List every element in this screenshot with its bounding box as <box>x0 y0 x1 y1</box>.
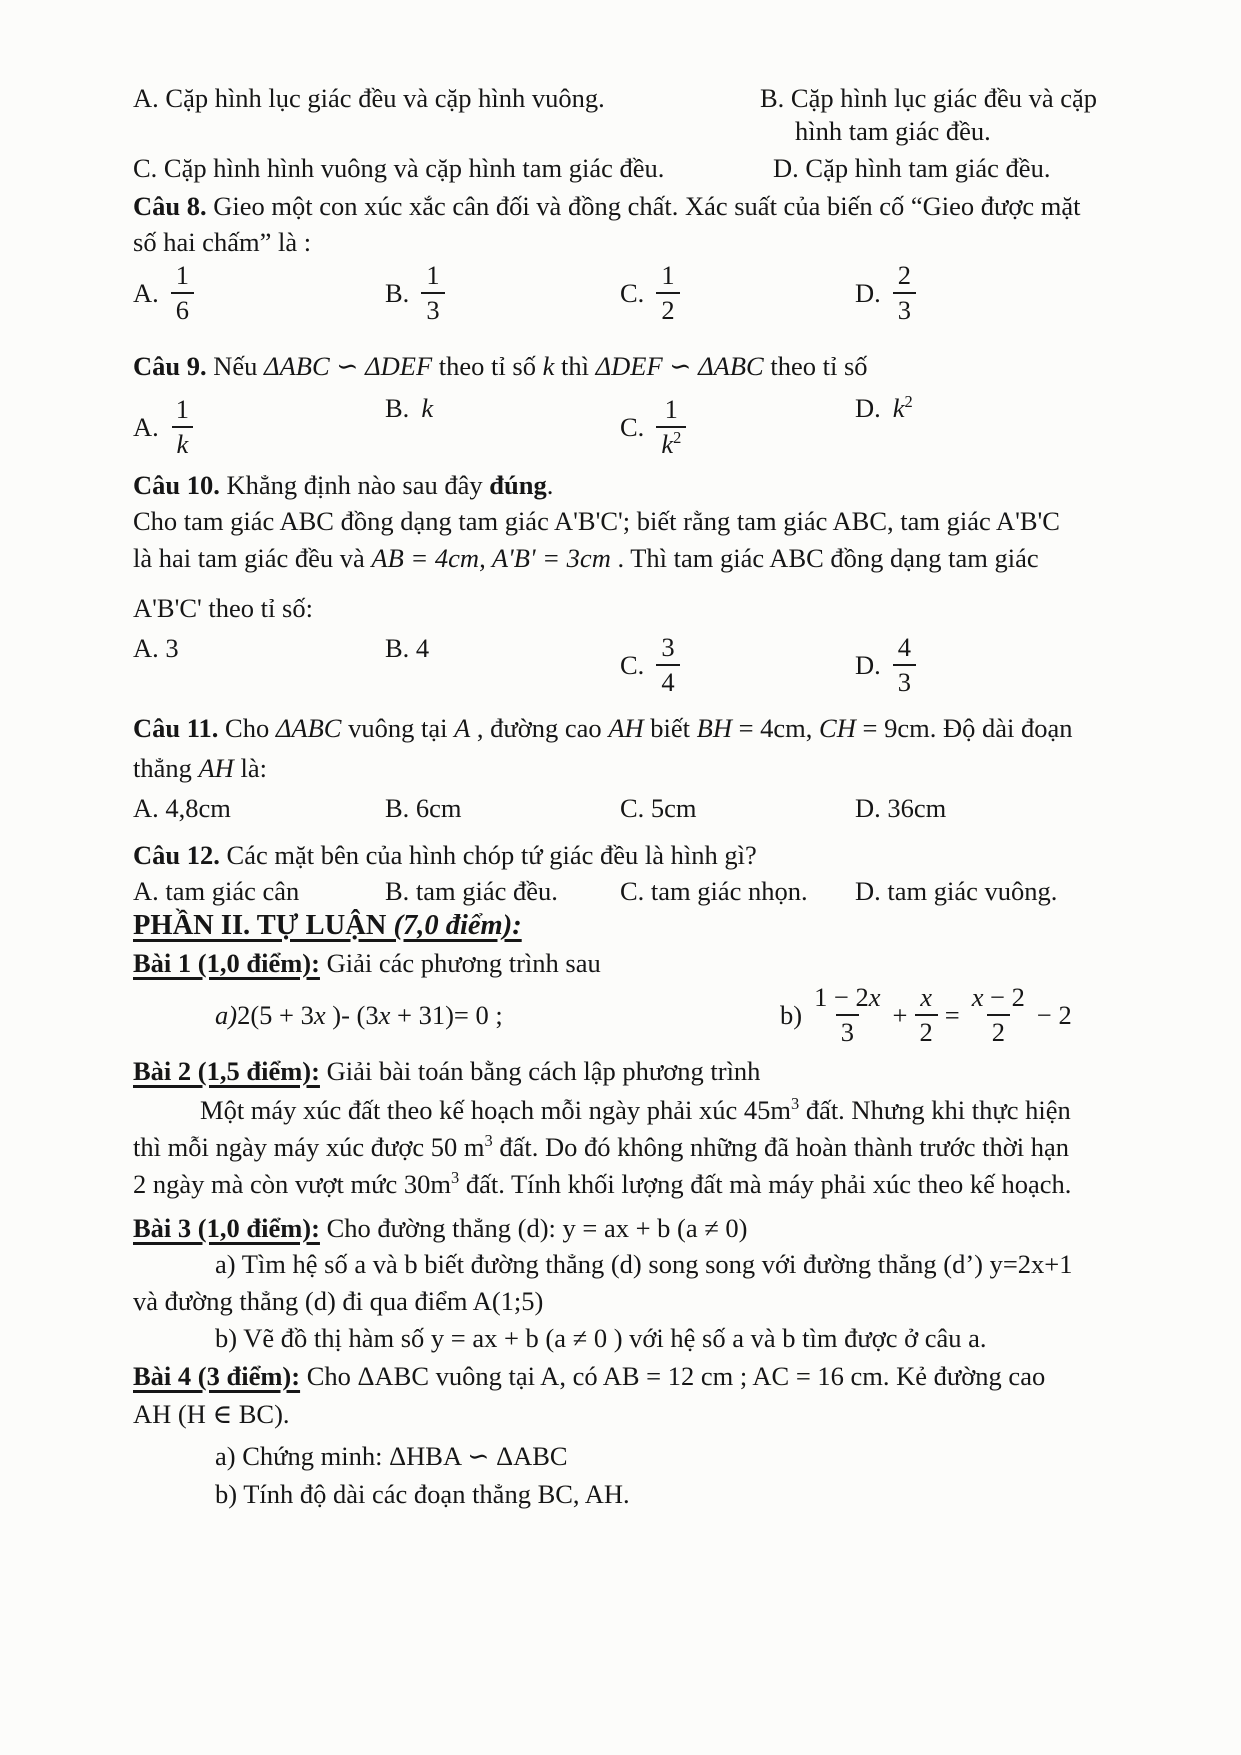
fraction-numerator: 1 <box>175 394 190 425</box>
q9-t1: Nếu <box>206 351 265 381</box>
fraction <box>656 261 679 324</box>
q12-text <box>133 837 757 873</box>
b2-intro: Giải bài toán bằng cách lập phương trình <box>319 1056 761 1086</box>
q12-t1: Các mặt bên của hình chóp tứ giác đều là hình gì? <box>219 840 757 870</box>
q9-t4: theo tỉ số <box>763 351 868 381</box>
fraction-denominator: 4 <box>656 664 679 697</box>
q11-math2: A <box>454 713 471 743</box>
q10-text-line3 <box>133 540 1039 576</box>
q12-option-a: A. tam giác cân <box>133 876 300 906</box>
q9-math2: k <box>542 351 555 381</box>
q7-option-c: C. Cặp hình hình vuông và cặp hình tam giác đều. <box>133 153 665 183</box>
option-letter: D. <box>855 278 881 308</box>
fraction-denominator: 3 <box>836 1014 859 1047</box>
q12-options <box>133 873 1118 909</box>
q9-t2: theo tỉ số <box>432 351 543 381</box>
q12-label: Câu 12. <box>133 840 220 870</box>
part2-heading <box>133 907 522 944</box>
b2-heading <box>133 1053 760 1089</box>
q11-math1: ΔABC <box>275 713 342 743</box>
q11-text-line1 <box>133 710 1072 746</box>
fraction <box>967 983 1030 1046</box>
option-letter: C. <box>620 412 645 442</box>
fraction <box>656 395 686 458</box>
option-letter: A. <box>133 412 159 442</box>
q10-option-a <box>133 628 385 702</box>
q11-label: Câu 11. <box>133 713 219 743</box>
fraction-denominator: 2 <box>915 1014 938 1047</box>
option-text: B. 4 <box>385 633 430 663</box>
fraction-numerator: 1 − 2x <box>814 982 881 1012</box>
b4-label: Bài 4 (3 điểm): <box>133 1361 301 1391</box>
q10-t3a: là hai tam giác đều và <box>133 543 372 573</box>
option-letter: B. <box>385 278 410 308</box>
q7-option-a: A. Cặp hình lục giác đều và cặp hình vuông. <box>133 83 605 113</box>
fraction-numerator: 1 <box>426 260 440 291</box>
b3-item-a: a) Tìm hệ số a và b biết đường thẳng (d) song song với đường thẳng (d’) y=2x+1 <box>215 1249 1073 1279</box>
q8-label: Câu 8. <box>133 191 207 221</box>
q11-math4: BH <box>696 713 732 743</box>
fraction-denominator: 6 <box>171 292 194 325</box>
q8-text-line1 <box>133 188 1081 224</box>
b2-text-line2: thì mỗi ngày máy xúc được 50 $m^3$ đất. Do đó không những đã hoàn thành trước thời hạn <box>133 1131 1070 1162</box>
b1-heading <box>133 945 601 981</box>
q9-label: Câu 9. <box>133 351 207 381</box>
fraction-numerator: 1 <box>664 394 678 425</box>
q11-options <box>133 790 1118 826</box>
q10-text-line2: Cho tam giác ABC đồng dạng tam giác A'B'C'; biết rằng tam giác ABC, tam giác A'B'C <box>133 506 1060 536</box>
b3-item-b: b) Vẽ đồ thị hàm số y = ax + b (a ≠ 0 ) với hệ số a và b tìm được ở câu a. <box>215 1323 987 1353</box>
b4-item-a: a) Chứng minh: ΔHBA ∽ ΔABC <box>215 1441 568 1471</box>
fraction-numerator: x <box>920 982 932 1012</box>
fraction <box>656 633 679 696</box>
q8-text-line2: số hai chấm” là : <box>133 227 312 257</box>
q8-option-a <box>133 256 385 330</box>
b3-intro: Cho đường thẳng (d): y = ax + b (a ≠ 0) <box>319 1213 748 1243</box>
fraction-denominator: k <box>172 426 194 459</box>
q10-text-line4: A'B'C' theo tỉ số: <box>133 593 313 623</box>
q11-t9: là: <box>233 753 267 783</box>
q8-text: Gieo một con xúc xắc cân đối và đồng chất. Xác suất của biến cố “Gieo được mặt <box>206 191 1081 221</box>
q11-option-c: C. 5cm <box>620 793 697 823</box>
b4-heading <box>133 1358 1045 1394</box>
q9-math3: ΔDEF ∽ ΔABC <box>595 351 764 381</box>
b1-intro: Giải các phương trình sau <box>319 948 601 978</box>
fraction-numerator: 4 <box>897 632 912 663</box>
fraction <box>171 395 194 458</box>
plus-sign: + <box>892 999 908 1030</box>
fraction-numerator: x − 2 <box>971 982 1025 1012</box>
q11-math3: AH <box>608 713 644 743</box>
q10-options <box>133 628 1118 702</box>
q9-text <box>133 348 868 384</box>
b3-label: Bài 3 (1,0 điểm): <box>133 1213 320 1243</box>
fraction-denominator: 3 <box>893 664 916 697</box>
b2-text-line1: Một máy xúc đất theo kế hoạch mỗi ngày phải xúc $45m^3$ đất. Nhưng khi thực hiện <box>200 1094 1071 1125</box>
b1-equation-b <box>780 983 1072 1046</box>
b2-label: Bài 2 (1,5 điểm): <box>133 1056 320 1086</box>
q10-text-line1 <box>133 467 553 503</box>
b1-equation-a: a)2(5 + 3x )- (3x + 31)= 0 ; <box>215 1000 503 1030</box>
fraction-numerator: 2 <box>897 260 912 291</box>
b1-eqb-prefix: b) <box>780 999 803 1030</box>
q10-math: AB = 4cm, A'B' = 3cm <box>371 543 611 573</box>
option-letter: D. <box>855 650 881 680</box>
fraction <box>809 983 885 1046</box>
q10-option-c <box>620 628 855 702</box>
option-value: k <box>421 393 434 423</box>
b4-text-line2: AH (H ∈ BC). <box>133 1399 290 1429</box>
q8-option-b <box>385 256 620 330</box>
q7-option-b-line1: B. Cặp hình lục giác đều và cặp <box>760 83 1098 113</box>
q11-t1: Cho <box>218 713 276 743</box>
q11-t4: biết <box>643 713 697 743</box>
q10-label: Câu 10. <box>133 470 220 500</box>
q9-math1: ΔABC ∽ ΔDEF <box>264 351 433 381</box>
q9-options <box>133 388 1118 466</box>
q11-t3: , đường cao <box>470 713 609 743</box>
q9-option-c <box>620 388 855 466</box>
option-letter: B. <box>385 393 410 423</box>
option-letter: D. <box>855 393 881 423</box>
q10-option-d <box>855 628 1118 702</box>
q9-t3: thì <box>554 351 596 381</box>
fraction <box>171 261 194 324</box>
q8-option-d <box>855 256 1118 330</box>
fraction-denominator: 3 <box>421 292 444 325</box>
superscript-3: 3 <box>451 1168 460 1188</box>
b1-eqb-tail: − 2 <box>1036 999 1072 1030</box>
q8-option-c <box>620 256 855 330</box>
fraction-numerator: 3 <box>661 632 675 663</box>
q9-option-b <box>385 388 620 466</box>
fraction-numerator: 1 <box>175 260 190 291</box>
q10-emphasis: đúng <box>489 470 547 500</box>
q9-option-d <box>855 388 1118 466</box>
q11-t2: vuông tại <box>341 713 455 743</box>
option-text: A. 3 <box>133 633 179 663</box>
q11-option-d: D. 36cm <box>855 793 947 823</box>
fraction-numerator: 1 <box>661 260 675 291</box>
fraction-denominator: 2 <box>656 292 679 325</box>
q8-options <box>133 256 1118 330</box>
option-letter: C. <box>620 650 645 680</box>
part2-points: (7,0 điểm): <box>393 910 522 941</box>
q11-math6: AH <box>198 753 234 783</box>
q11-option-b: B. 6cm <box>385 793 462 823</box>
b3-item-a-continued: và đường thẳng (d) đi qua điểm A(1;5) <box>133 1286 544 1316</box>
superscript-3: 3 <box>484 1131 493 1151</box>
q10-t2: . <box>546 470 554 500</box>
fraction-denominator: $k^2$ <box>656 426 686 459</box>
option-letter: A. <box>133 278 159 308</box>
fraction <box>893 261 916 324</box>
fraction-denominator: 2 <box>987 1014 1010 1047</box>
b1-label: Bài 1 (1,0 điểm): <box>133 948 320 978</box>
q12-option-c: C. tam giác nhọn. <box>620 876 808 906</box>
option-value: $k^2$ <box>892 392 913 423</box>
q10-t1: Khẳng định nào sau đây <box>219 470 490 500</box>
q9-option-a <box>133 388 385 466</box>
q11-option-a: A. 4,8cm <box>133 793 231 823</box>
q11-text-line2 <box>133 750 267 786</box>
fraction-denominator: 3 <box>893 292 916 325</box>
b3-heading <box>133 1210 748 1246</box>
b4-intro: Cho ΔABC vuông tại A, có AB = 12 cm ; AC = 16 cm. Kẻ đường cao <box>300 1361 1046 1391</box>
q12-option-d: D. tam giác vuông. <box>855 876 1058 906</box>
equals-sign: = <box>944 999 960 1030</box>
part2-title: PHẦN II. TỰ LUẬN (7,0 điểm): <box>133 910 522 941</box>
q11-math5: CH <box>819 713 856 743</box>
q11-t8: thẳng <box>133 753 199 783</box>
q11-t7: . Độ dài đoạn <box>929 713 1073 743</box>
fraction <box>915 983 938 1046</box>
q10-t3b: . Thì tam giác ABC đồng dạng tam giác <box>610 543 1039 573</box>
q11-t6: = 9cm <box>855 713 930 743</box>
b2-text-line3: 2 ngày mà còn vượt mức $30m^3$ đất. Tính khối lượng đất mà máy phải xúc theo kế hoạch. <box>133 1168 1072 1199</box>
fraction <box>893 633 916 696</box>
superscript-3: 3 <box>790 1094 800 1114</box>
b4-item-b: b) Tính độ dài các đoạn thẳng BC, AH. <box>215 1479 630 1509</box>
option-letter: C. <box>620 278 645 308</box>
q7-option-b-line2: hình tam giác đều. <box>795 116 991 146</box>
q12-option-b: B. tam giác đều. <box>385 876 558 906</box>
fraction <box>421 261 444 324</box>
q7-option-d: D. Cặp hình tam giác đều. <box>773 153 1051 183</box>
q11-t5: = 4cm, <box>731 713 820 743</box>
q10-option-b <box>385 628 620 702</box>
